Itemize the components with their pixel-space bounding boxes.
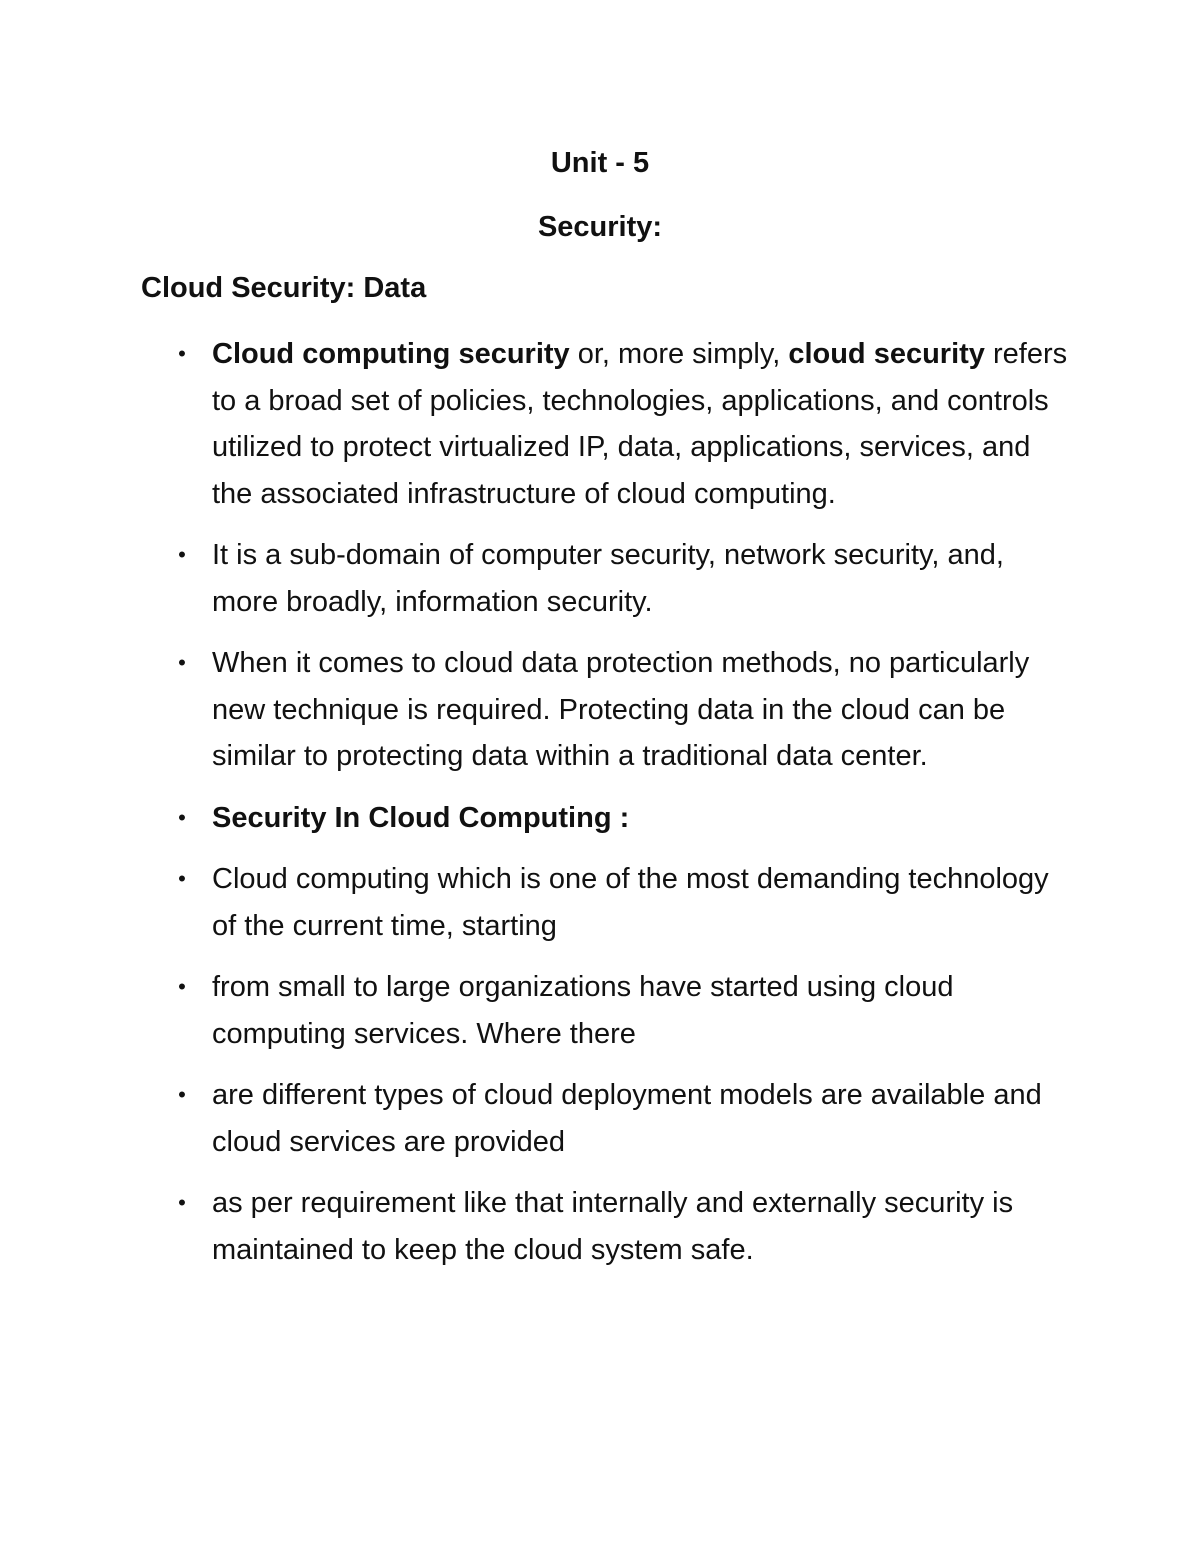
list-item xyxy=(0,964,1200,1057)
unit-title: Unit - 5 xyxy=(550,147,650,179)
item-text: It is a sub-domain of computer security, network security, and, more broadly, information security. xyxy=(212,539,1004,618)
list-item xyxy=(0,532,1200,625)
item-text: as per requirement like that internally and externally security is maintained to keep the cloud system safe. xyxy=(212,1187,1014,1266)
item-text: or, more simply, xyxy=(569,338,789,370)
bullet-icon: • xyxy=(178,650,186,675)
bullet-icon: • xyxy=(178,974,186,999)
list-item xyxy=(0,1072,1200,1165)
list-item xyxy=(0,331,1200,517)
list-item xyxy=(0,640,1200,780)
bullet-icon: • xyxy=(178,1082,186,1107)
item-text: refers to a broad set of policies, technologies, applications, and controls utilized to protect virtualized IP, data, applications, services, and the associated infrastructure of cloud computing. xyxy=(212,338,1068,510)
item-text: Cloud computing which is one of the most demanding technology of the current time, starting xyxy=(212,863,1049,942)
bold-heading-item: Security In Cloud Computing : xyxy=(212,801,630,834)
page-subtitle: Security: xyxy=(537,211,663,243)
section-heading: Cloud Security: Data xyxy=(141,272,427,304)
bullet-list xyxy=(0,331,1200,1288)
list-item xyxy=(0,795,1200,842)
list-item xyxy=(0,856,1200,949)
bullet-icon: • xyxy=(178,804,186,830)
bold-term: Cloud computing security xyxy=(212,338,570,370)
item-text: from small to large organizations have started using cloud computing services. Where there xyxy=(212,971,954,1050)
bullet-icon: • xyxy=(178,1190,186,1215)
bullet-icon: • xyxy=(178,341,186,366)
bold-term: cloud security xyxy=(788,338,985,370)
bullet-icon: • xyxy=(178,542,186,567)
item-text: are different types of cloud deployment models are available and cloud services are provided xyxy=(212,1079,1042,1158)
bullet-icon: • xyxy=(178,866,186,891)
list-item xyxy=(0,1180,1200,1273)
item-text: When it comes to cloud data protection methods, no particularly new technique is required. Protecting data in the cloud can be similar to protecting data within a traditional data center. xyxy=(212,647,1030,772)
